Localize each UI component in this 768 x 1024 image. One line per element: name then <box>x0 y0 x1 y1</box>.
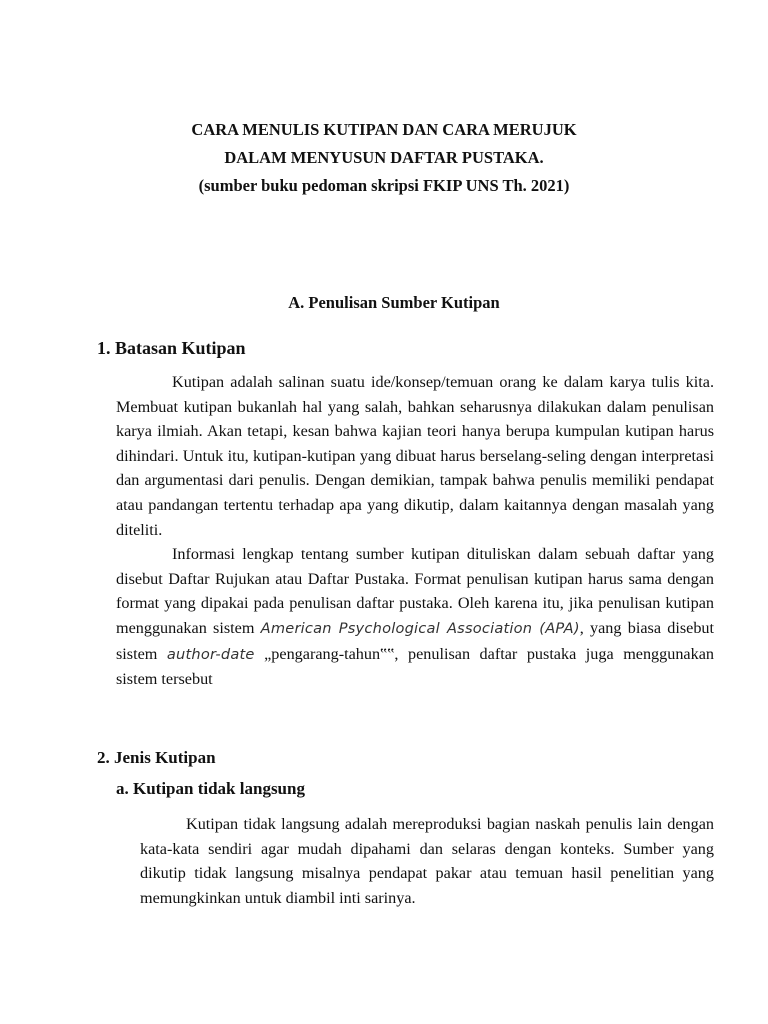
author-date-term: author-date <box>166 645 255 663</box>
section-a-heading: A. Penulisan Sumber Kutipan <box>288 293 500 312</box>
batasan-paragraph-1: Kutipan adalah salinan suatu ide/konsep/temuan orang ke dalam karya tulis kita. Membuat kutipan bukanlah hal yang salah, bahkan seharusnya dilakukan dalam penulisan karya ilmiah. Akan tetapi, kesan bahwa kajian teori hanya berupa kumpulan kutipan harus dihindari. Untuk itu, kutipan-kutipan yang dibuat harus berselang-seling dengan interpretasi dan argumentasi dari penulis. Dengan demikian, tampak bahwa penulis memiliki pendapat atau pandangan tertentu terhadap apa yang dikutip, dalam kaitannya dengan masalah yang diteliti. <box>116 373 714 539</box>
batasan-paragraph-2-part-2: , yang biasa disebut sistem <box>116 618 715 663</box>
batasan-kutipan-body <box>116 370 714 692</box>
jenis-kutipan-heading: 2. Jenis Kutipan <box>97 748 216 767</box>
title-line-1: CARA MENULIS KUTIPAN DAN CARA MERUJUK <box>191 120 577 139</box>
batasan-paragraph-2-part-3: „pengarang-tahun‟‟, penulisan daftar pustaka juga menggunakan sistem tersebut <box>116 644 714 689</box>
apa-term: American Psychological Association (APA) <box>260 619 580 637</box>
kutipan-tidak-langsung-heading: a. Kutipan tidak langsung <box>116 779 305 798</box>
batasan-kutipan-heading: 1. Batasan Kutipan <box>97 338 246 358</box>
document-title <box>0 116 768 200</box>
title-line-2: DALAM MENYUSUN DAFTAR PUSTAKA. <box>224 148 544 167</box>
batasan-paragraph-2-part-1: Informasi lengkap tentang sumber kutipan dituliskan dalam sebuah daftar yang disebut Daftar Rujukan atau Daftar Pustaka. Format penulisan kutipan harus sama dengan format yang dipakai pada penulisan daftar pustaka. Oleh karena itu, jika penulisan kutipan menggunakan sistem <box>116 545 714 637</box>
title-line-3: (sumber buku pedoman skripsi FKIP UNS Th. 2021) <box>198 176 570 195</box>
batasan-paragraph-2 <box>116 542 714 692</box>
kutipan-tidak-langsung-body: Kutipan tidak langsung adalah mereproduksi bagian naskah penulis lain dengan kata-kata sendiri agar mudah dipahami dan selaras dengan konteks. Sumber yang dikutip tidak langsung misalnya pendapat pakar atau temuan hasil penelitian yang memungkinkan untuk diambil inti sarinya. <box>140 815 714 907</box>
